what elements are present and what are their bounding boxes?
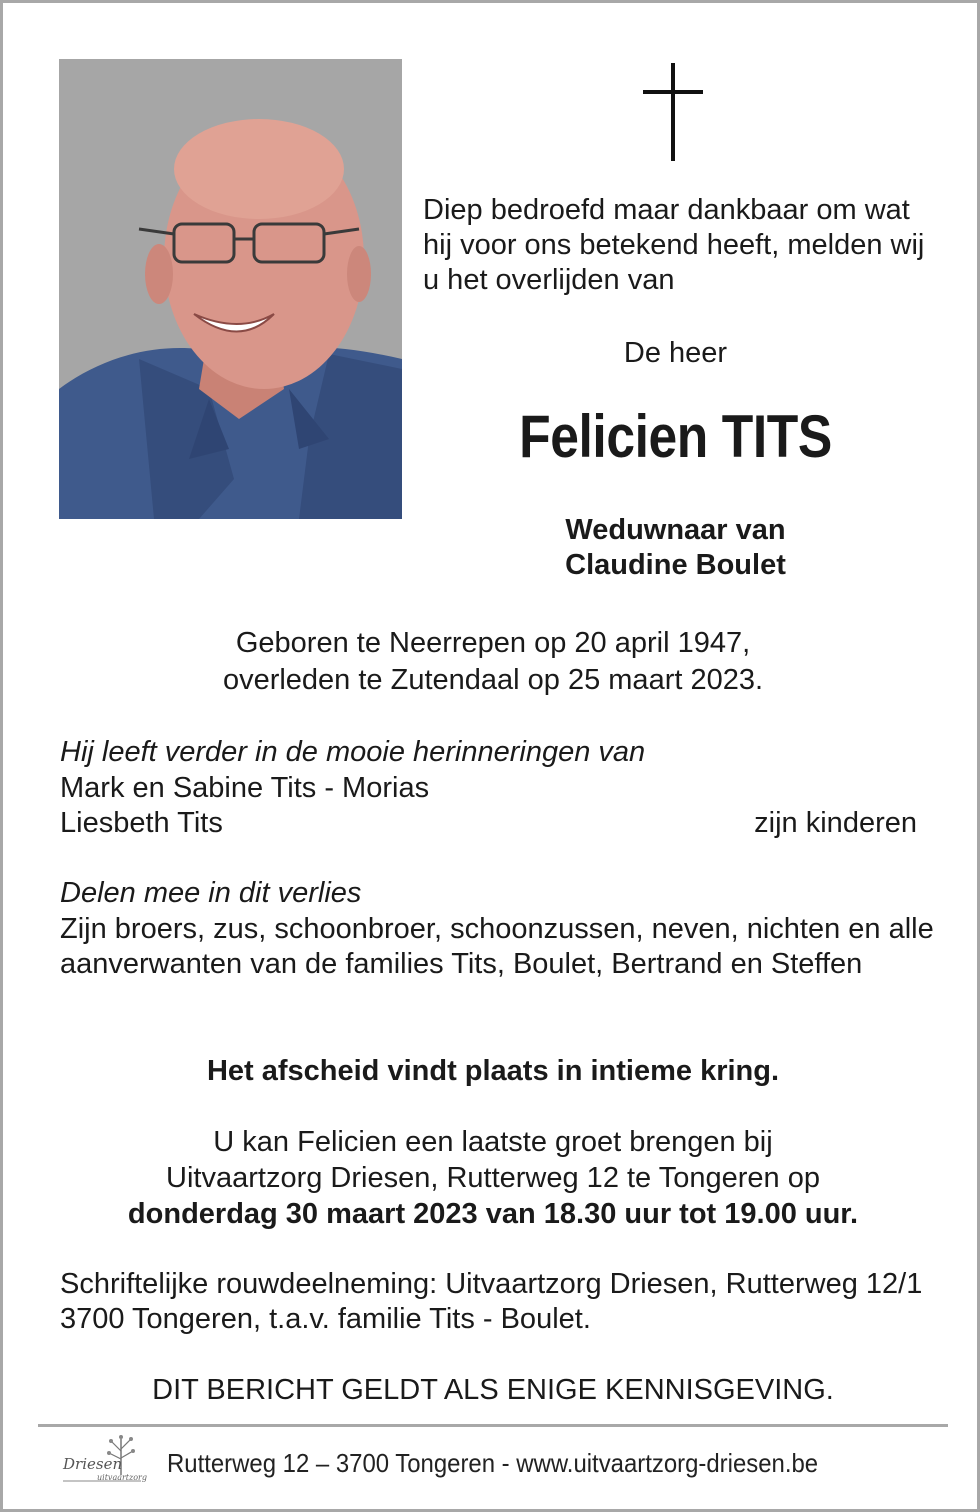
cross-icon <box>643 63 703 161</box>
visit-line-1: U kan Felicien een laatste groet brengen bij <box>213 1126 773 1158</box>
logo-wordmark: Driesen <box>63 1455 123 1473</box>
spouse-name: Claudine Boulet <box>565 549 786 581</box>
share-heading: Delen mee in dit verlies <box>60 877 362 909</box>
visit-line-2: Uitvaartzorg Driesen, Rutterweg 12 te Tongeren op <box>166 1162 820 1194</box>
child-name: Mark en Sabine Tits - Morias <box>60 772 430 804</box>
birth-info: Geboren te Neerrepen op 20 april 1947, <box>235 627 751 659</box>
widow-of <box>423 513 928 583</box>
share-body: Zijn broers, zus, schoonbroer, schoonzussen, neven, nichten en alle aanverwanten van de families Tits, Boulet, Bertrand en Steffen <box>60 913 934 980</box>
widow-line-1: Weduwnaar van <box>565 514 786 546</box>
child-name: Liesbeth Tits <box>60 807 223 839</box>
visit-datetime: donderdag 30 maart 2023 van 18.30 uur tot 19.00 uur. <box>127 1198 859 1230</box>
portrait-illustration <box>59 59 402 519</box>
portrait-photo <box>59 59 402 519</box>
children-label: zijn kinderen <box>754 807 917 839</box>
footer-address: Rutterweg 12 – 3700 Tongeren - www.uitvaartzorg-driesen.be <box>167 1448 819 1478</box>
honorific: De heer <box>623 337 728 369</box>
memories-heading: Hij leeft verder in de mooie herinneringen van <box>60 736 646 768</box>
intro-text: Diep bedroefd maar dankbaar om wat hij voor ons betekend heeft, melden wij u het overlijden van <box>423 194 925 296</box>
deceased-name: Felicien TITS <box>519 403 832 470</box>
farewell-note: Het afscheid vindt plaats in intieme kring. <box>206 1055 780 1087</box>
logo-subtitle: uitvaartzorg <box>97 1473 147 1482</box>
funeral-home-logo <box>61 1431 147 1493</box>
written-condolence: Schriftelijke rouwdeelneming: Uitvaartzorg Driesen, Rutterweg 12/1 3700 Tongeren, t.a.v. familie Tits - Boulet. <box>60 1268 923 1335</box>
death-info: overleden te Zutendaal op 25 maart 2023. <box>222 664 764 696</box>
footer-divider <box>38 1424 948 1427</box>
notice-text: DIT BERICHT GELDT ALS ENIGE KENNISGEVING. <box>152 1374 834 1406</box>
